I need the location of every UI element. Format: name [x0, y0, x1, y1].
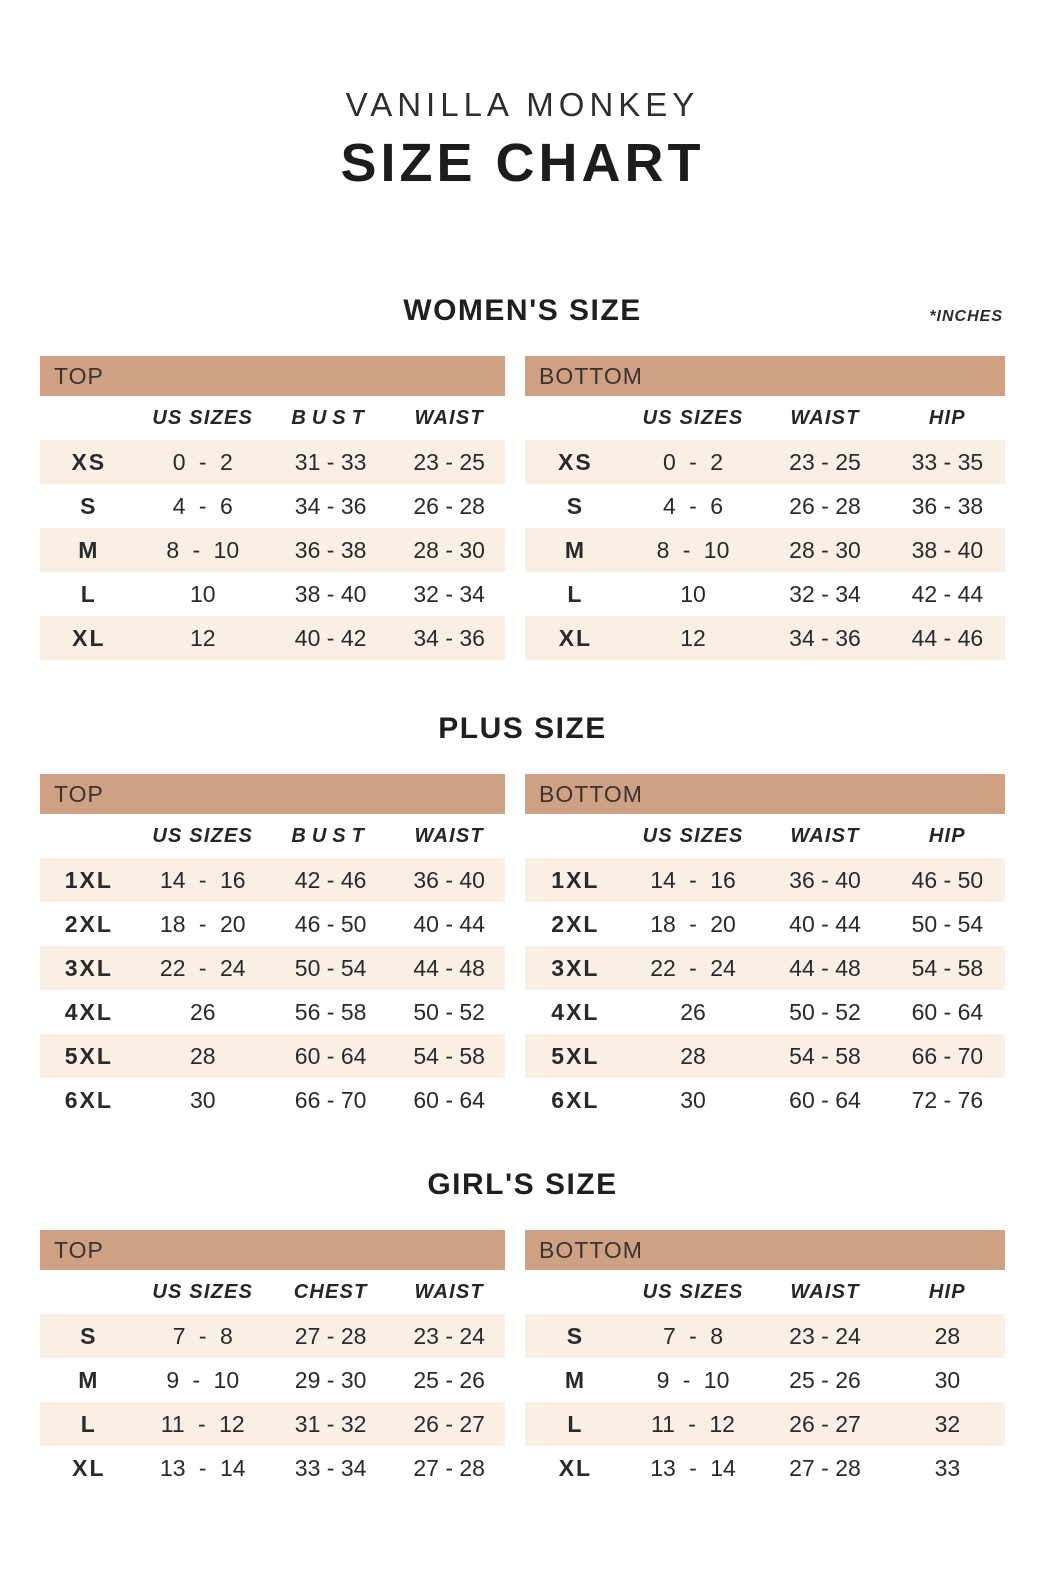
size-value: 42 - 44: [911, 580, 984, 607]
col-head-us-sizes: US SIZES: [642, 824, 744, 847]
size-value: 13 - 14: [650, 1454, 736, 1481]
size-value: 11 - 12: [651, 1410, 735, 1437]
size-label: S: [566, 1322, 585, 1349]
size-value: 23 - 24: [413, 1322, 485, 1349]
size-value: 54 - 58: [911, 954, 984, 981]
plus-bottom-table: [525, 774, 1005, 1122]
size-label: L: [567, 580, 584, 607]
col-head-hip: HIP: [928, 824, 966, 847]
size-label: S: [566, 492, 585, 519]
col-head-us-sizes: US SIZES: [152, 824, 254, 847]
table-row: [525, 902, 1005, 946]
size-value: 50 - 52: [789, 998, 861, 1025]
table-row: [525, 528, 1005, 572]
size-value: 29 - 30: [294, 1366, 367, 1393]
size-value: 22 - 24: [159, 954, 246, 981]
size-label: XL: [558, 624, 593, 651]
size-label: 4XL: [64, 998, 113, 1025]
size-label: S: [80, 492, 98, 519]
size-value: 4 - 6: [172, 492, 233, 519]
size-value: 38 - 40: [911, 536, 984, 563]
size-value: 50 - 54: [294, 954, 367, 981]
table-row: [40, 616, 505, 660]
size-value: 31 - 32: [294, 1410, 367, 1437]
table-title-bar: BOTTOM: [525, 774, 1005, 814]
units-note: *INCHES: [929, 308, 1003, 325]
size-value: 26: [680, 998, 706, 1025]
size-value: 30: [680, 1086, 706, 1113]
column-header-row: [525, 814, 1005, 858]
size-value: 26 - 28: [789, 492, 861, 519]
size-value: 32: [934, 1410, 961, 1437]
size-value: 40 - 42: [294, 624, 367, 651]
size-label: 1XL: [551, 866, 600, 893]
size-label: XL: [558, 1454, 593, 1481]
column-header-row: [525, 1270, 1005, 1314]
size-label: 6XL: [551, 1086, 600, 1113]
size-label: 4XL: [551, 998, 600, 1025]
size-value: 38 - 40: [294, 580, 367, 607]
size-value: 30: [934, 1366, 961, 1393]
column-header-row: [40, 396, 505, 440]
size-value: 28: [934, 1322, 961, 1349]
brand-title: VANILLA MONKEY: [345, 86, 700, 123]
size-value: 36 - 38: [294, 536, 367, 563]
size-value: 9 - 10: [656, 1366, 730, 1393]
size-value: 28 - 30: [789, 536, 861, 563]
size-value: 27 - 28: [294, 1322, 367, 1349]
table-title-bar: TOP: [40, 1230, 505, 1270]
size-value: 60 - 64: [911, 998, 984, 1025]
size-value: 9 - 10: [166, 1366, 240, 1393]
table-row: [40, 1034, 505, 1078]
size-value: 7 - 8: [172, 1322, 233, 1349]
size-label: L: [80, 1410, 97, 1437]
girls-top-table: [40, 1230, 505, 1490]
size-value: 28: [680, 1042, 706, 1069]
column-header-row: [40, 1270, 505, 1314]
size-value: 33: [934, 1454, 961, 1481]
table-row: [40, 1446, 505, 1490]
table-row: [40, 990, 505, 1034]
table-row: [525, 990, 1005, 1034]
size-label: 3XL: [64, 954, 113, 981]
table-row: [40, 1078, 505, 1122]
size-value: 42 - 46: [294, 866, 367, 893]
size-label: M: [564, 536, 586, 563]
table-rows: [40, 858, 505, 1122]
table-row: [40, 440, 505, 484]
size-value: 66 - 70: [911, 1042, 984, 1069]
table-title-bar: BOTTOM: [525, 356, 1005, 396]
col-head-chest: CHEST: [293, 1280, 368, 1303]
table-row: [525, 484, 1005, 528]
size-label: XS: [558, 448, 593, 475]
size-value: 34 - 36: [294, 492, 367, 519]
page-title: SIZE CHART: [340, 133, 705, 193]
section-head-womens: [40, 294, 1005, 332]
table-row: [40, 858, 505, 902]
womens-size-heading: WOMEN'S SIZE: [403, 294, 642, 327]
section-head-girls: [40, 1168, 1005, 1206]
size-value: 34 - 36: [789, 624, 861, 651]
table-row: [40, 1358, 505, 1402]
col-head-waist: WAIST: [790, 406, 860, 429]
table-rows: [40, 1314, 505, 1490]
size-value: 36 - 40: [789, 866, 861, 893]
table-row: [40, 1314, 505, 1358]
plus-size-heading: PLUS SIZE: [438, 712, 607, 745]
size-value: 44 - 48: [789, 954, 861, 981]
size-value: 40 - 44: [413, 910, 485, 937]
table-rows: [525, 440, 1005, 660]
col-head-hip: HIP: [928, 406, 966, 429]
size-value: 25 - 26: [413, 1366, 485, 1393]
size-label: 2XL: [64, 910, 113, 937]
table-rows: [525, 858, 1005, 1122]
size-value: 54 - 58: [789, 1042, 861, 1069]
table-row: [525, 1034, 1005, 1078]
size-value: 50 - 54: [911, 910, 984, 937]
table-row: [40, 1402, 505, 1446]
table-row: [525, 572, 1005, 616]
size-value: 12: [680, 624, 706, 651]
size-value: 66 - 70: [294, 1086, 367, 1113]
size-value: 11 - 12: [160, 1410, 245, 1437]
col-head-waist: WAIST: [414, 406, 484, 429]
table-title-bar: BOTTOM: [525, 1230, 1005, 1270]
size-value: 7 - 8: [662, 1322, 723, 1349]
col-head-us-sizes: US SIZES: [152, 406, 254, 429]
table-rows: [525, 1314, 1005, 1490]
size-value: 44 - 46: [911, 624, 984, 651]
size-value: 60 - 64: [789, 1086, 861, 1113]
size-value: 12: [189, 624, 216, 651]
size-label: L: [80, 580, 97, 607]
size-value: 32 - 34: [789, 580, 861, 607]
womens-top-table: [40, 356, 505, 660]
column-header-row: [40, 814, 505, 858]
size-value: 26 - 27: [413, 1410, 485, 1437]
size-value: 0 - 2: [172, 448, 233, 475]
size-value: 14 - 16: [159, 866, 246, 893]
size-label: L: [567, 1410, 584, 1437]
size-value: 33 - 34: [294, 1454, 367, 1481]
size-value: 26 - 28: [413, 492, 485, 519]
size-label: M: [78, 536, 100, 563]
size-value: 60 - 64: [413, 1086, 485, 1113]
size-label: XL: [72, 624, 106, 651]
table-row: [525, 946, 1005, 990]
size-value: 50 - 52: [413, 998, 485, 1025]
size-value: 32 - 34: [413, 580, 485, 607]
size-value: 36 - 40: [413, 866, 485, 893]
table-row: [525, 616, 1005, 660]
section-girls: [40, 1168, 1005, 1490]
column-header-row: [525, 396, 1005, 440]
col-head-us-sizes: US SIZES: [642, 406, 744, 429]
col-head-waist: WAIST: [790, 824, 860, 847]
table-row: [525, 440, 1005, 484]
table-row: [525, 1446, 1005, 1490]
table-row: [40, 484, 505, 528]
size-value: 8 - 10: [656, 536, 730, 563]
size-value: 10: [680, 580, 706, 607]
size-value: 13 - 14: [159, 1454, 246, 1481]
size-value: 18 - 20: [650, 910, 736, 937]
size-value: 46 - 50: [294, 910, 367, 937]
col-head-bust: BUST: [291, 406, 370, 429]
size-label: 1XL: [64, 866, 113, 893]
size-value: 8 - 10: [166, 536, 240, 563]
size-value: 0 - 2: [662, 448, 723, 475]
womens-bottom-table: [525, 356, 1005, 660]
table-rows: [40, 440, 505, 660]
size-value: 14 - 16: [650, 866, 736, 893]
size-label: 5XL: [64, 1042, 113, 1069]
col-head-waist: WAIST: [790, 1280, 860, 1303]
col-head-hip: HIP: [928, 1280, 966, 1303]
size-label: 5XL: [551, 1042, 600, 1069]
table-row: [525, 1402, 1005, 1446]
size-label: XS: [71, 448, 107, 475]
size-value: 28 - 30: [413, 536, 485, 563]
size-value: 54 - 58: [413, 1042, 485, 1069]
size-label: XL: [72, 1454, 106, 1481]
col-head-us-sizes: US SIZES: [152, 1280, 254, 1303]
size-label: M: [564, 1366, 586, 1393]
size-label: 6XL: [64, 1086, 113, 1113]
size-value: 33 - 35: [911, 448, 984, 475]
size-value: 28: [189, 1042, 216, 1069]
girls-tables: [40, 1230, 1005, 1490]
size-value: 72 - 76: [911, 1086, 984, 1113]
col-head-waist: WAIST: [414, 1280, 484, 1303]
size-value: 40 - 44: [789, 910, 861, 937]
table-row: [525, 1078, 1005, 1122]
size-value: 27 - 28: [789, 1454, 861, 1481]
size-value: 44 - 48: [413, 954, 485, 981]
size-label: M: [78, 1366, 100, 1393]
girls-size-heading: GIRL'S SIZE: [427, 1168, 618, 1201]
size-value: 31 - 33: [294, 448, 367, 475]
size-value: 34 - 36: [413, 624, 485, 651]
size-value: 18 - 20: [159, 910, 246, 937]
size-value: 56 - 58: [294, 998, 367, 1025]
size-value: 22 - 24: [650, 954, 736, 981]
plus-top-table: [40, 774, 505, 1122]
table-title-bar: TOP: [40, 774, 505, 814]
section-plus: [40, 712, 1005, 1122]
size-value: 23 - 25: [413, 448, 485, 475]
girls-bottom-table: [525, 1230, 1005, 1490]
plus-tables: [40, 774, 1005, 1122]
page-header: [40, 86, 1005, 194]
size-value: 26 - 27: [789, 1410, 861, 1437]
table-row: [40, 902, 505, 946]
table-row: [40, 572, 505, 616]
section-womens: [40, 294, 1005, 660]
size-value: 26: [189, 998, 216, 1025]
table-row: [40, 528, 505, 572]
table-title-bar: TOP: [40, 356, 505, 396]
size-value: 4 - 6: [662, 492, 723, 519]
size-value: 30: [189, 1086, 216, 1113]
size-value: 60 - 64: [294, 1042, 367, 1069]
size-value: 23 - 25: [789, 448, 861, 475]
col-head-us-sizes: US SIZES: [642, 1280, 744, 1303]
col-head-waist: WAIST: [414, 824, 484, 847]
size-label: 3XL: [551, 954, 600, 981]
womens-tables: [40, 356, 1005, 660]
table-row: [525, 1358, 1005, 1402]
table-row: [525, 858, 1005, 902]
size-value: 10: [189, 580, 216, 607]
size-value: 25 - 26: [789, 1366, 861, 1393]
size-label: S: [80, 1322, 98, 1349]
size-value: 36 - 38: [911, 492, 984, 519]
size-label: 2XL: [551, 910, 600, 937]
section-head-plus: [40, 712, 1005, 750]
size-value: 27 - 28: [413, 1454, 485, 1481]
size-value: 46 - 50: [911, 866, 984, 893]
table-row: [525, 1314, 1005, 1358]
col-head-bust: BUST: [291, 824, 370, 847]
size-value: 23 - 24: [789, 1322, 861, 1349]
table-row: [40, 946, 505, 990]
